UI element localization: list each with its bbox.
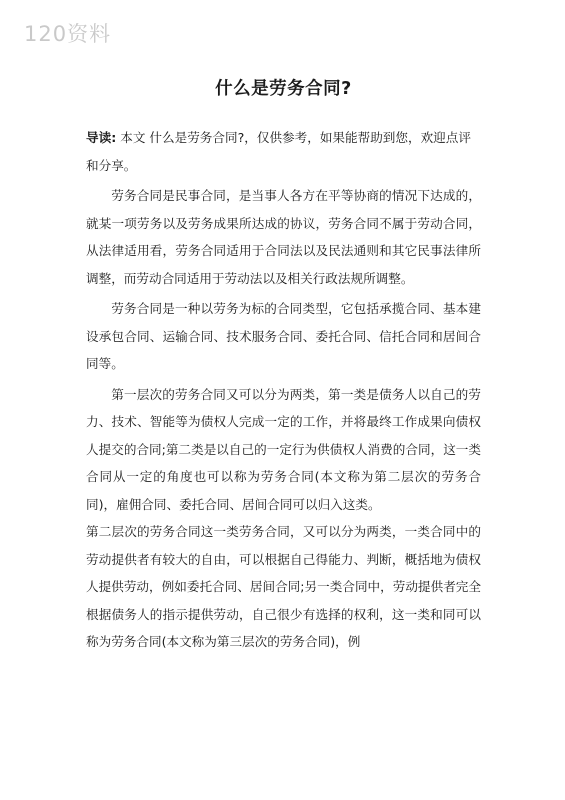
document-page xyxy=(86,0,481,656)
body-paragraph-3: 第一层次的劳务合同又可以分为两类，第一类是债务人以自己的劳力、技术、智能等为债权人完成一定的工作，并将最终工作成果向债权人提交的合同;第二类是以自己的一定行为供债权人消费的合同，这一类合同从一定的角度也可以称为劳务合同(本文称为第二层次的劳务合同)，雇佣合同、委托合同、居间合同可以归入这类。 xyxy=(86,386,481,512)
intro-paragraph xyxy=(86,124,481,179)
body-paragraph-4: 第二层次的劳务合同这一类劳务合同，又可以分为两类，一类合同中的劳动提供者有较大的自由，可以根据自己得能力、判断，概括地为债权人提供劳动，例如委托合同、居间合同;另一类合同中，劳动提供者完全根据债务人的指示提供劳动，自己很少有选择的权利，这一类和同可以称为劳务合同(本文称为第三层次的劳务合同)，例 xyxy=(86,524,481,649)
body-paragraph-2: 劳务合同是一种以劳务为标的合同类型，它包括承揽合同、基本建设承包合同、运输合同、技术服务合同、委托合同、信托合同和居间合同等。 xyxy=(86,301,481,371)
intro-text: 本文 什么是劳务合同?，仅供参考，如果能帮助到您，欢迎点评和分享。 xyxy=(86,130,471,173)
intro-label: 导读: xyxy=(86,130,117,145)
body-paragraph-1: 劳务合同是民事合同，是当事人各方在平等协商的情况下达成的，就某一项劳务以及劳务成果所达成的协议，劳务合同不属于劳动合同，从法律适用看，劳务合同适用于合同法以及民法通则和其它民事法律所调整，而劳动合同适用于劳动法以及相关行政法规所调整。 xyxy=(86,188,481,286)
watermark-logo: 120资料 xyxy=(24,22,112,46)
document-title: 什么是劳务合同? xyxy=(215,79,352,99)
